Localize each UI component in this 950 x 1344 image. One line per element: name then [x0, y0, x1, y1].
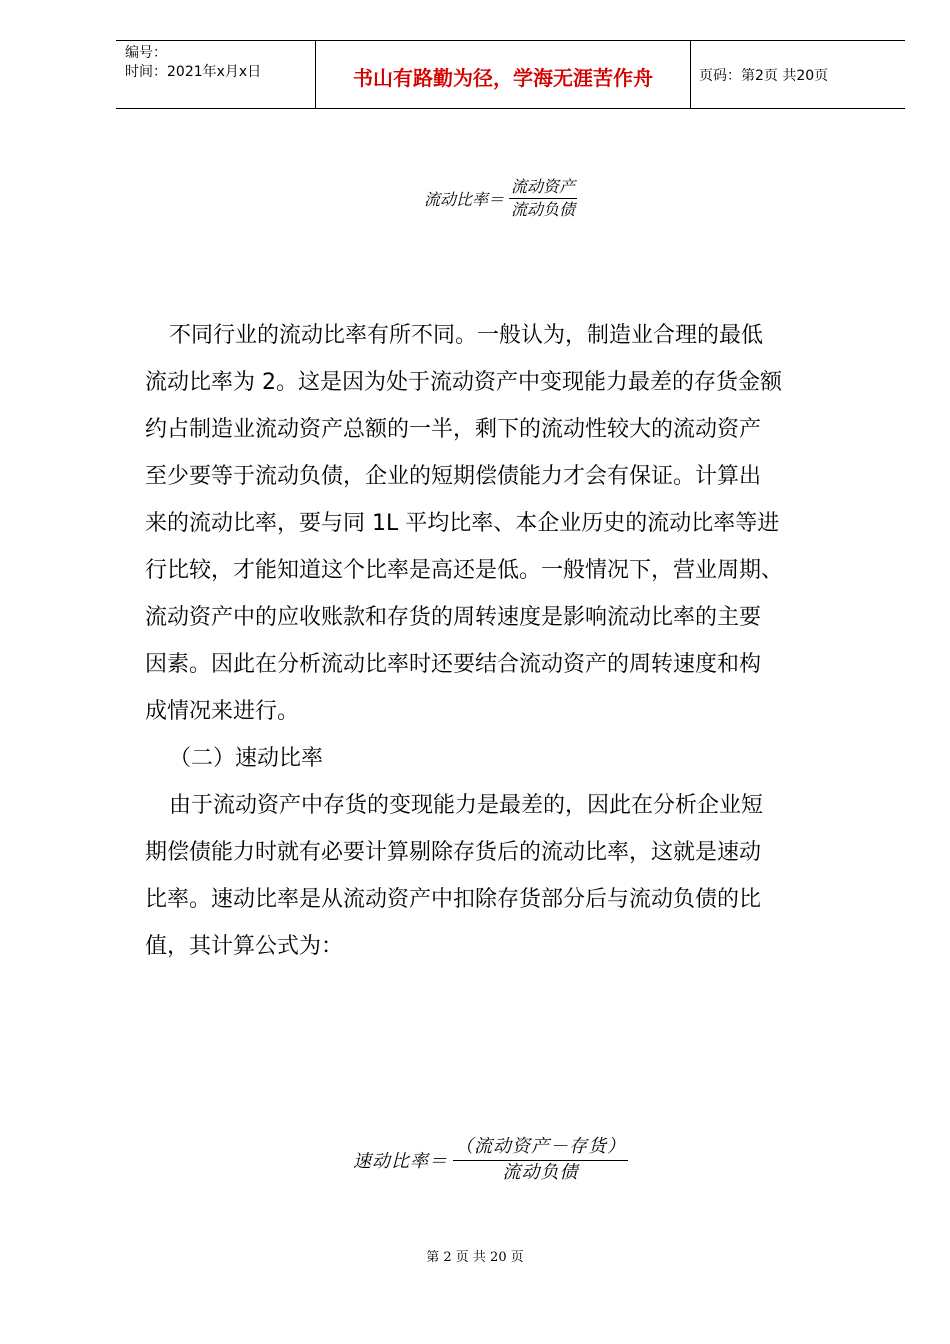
document-body — [145, 312, 885, 970]
header-motto: 书山有路勤为径，学海无涯苦作舟 — [353, 66, 653, 90]
section-heading: （二）速动比率 — [169, 746, 324, 771]
body-line: 由于流动资产中存货的变现能力是最差的，因此在分析企业短 — [169, 793, 764, 818]
current-ratio-formula — [424, 177, 577, 220]
formula-numerator: （流动资产－存货） — [453, 1136, 628, 1161]
body-line: 期偿债能力时就有必要计算剔除存货后的流动比率，这就是速动 — [145, 840, 762, 865]
quick-ratio-formula — [353, 1136, 628, 1184]
document-number-label: 编号： — [125, 45, 167, 61]
body-line: 行比较，才能知道这个比率是高还是低。一般情况下，营业周期、 — [145, 558, 784, 583]
formula-denominator: 流动负债 — [511, 200, 576, 219]
header-meta-cell — [116, 41, 315, 108]
body-line: 比率。速动比率是从流动资产中扣除存货部分后与流动负债的比 — [145, 887, 762, 912]
header-page-code: 页码：第2页 共20页 — [699, 68, 829, 84]
header-page-cell — [691, 41, 905, 108]
body-line: 值，其计算公式为： — [145, 934, 344, 959]
page-header — [116, 40, 905, 109]
formula-denominator: 流动负债 — [502, 1161, 579, 1183]
page-footer: 第 2 页 共 20 页 — [426, 1250, 524, 1265]
formula-numerator: 流动资产 — [509, 177, 577, 199]
formula-fraction — [453, 1136, 628, 1184]
formula-label: 速动比率＝ — [353, 1151, 448, 1172]
formula-label: 流动比率＝ — [424, 190, 505, 209]
header-motto-cell — [315, 41, 691, 108]
body-line: 流动资产中的应收账款和存货的周转速度是影响流动比率的主要 — [145, 605, 762, 630]
body-line: 约占制造业流动资产总额的一半，剩下的流动性较大的流动资产 — [145, 417, 762, 442]
body-line: 成情况来进行。 — [145, 699, 300, 724]
body-line: 不同行业的流动比率有所不同。一般认为，制造业合理的最低 — [169, 323, 764, 348]
formula-fraction — [509, 177, 577, 220]
body-line: 因素。因此在分析流动比率时还要结合流动资产的周转速度和构 — [145, 652, 762, 677]
body-line: 来的流动比率，要与同 1L 平均比率、本企业历史的流动比率等进 — [145, 511, 780, 536]
body-line: 流动比率为 2。这是因为处于流动资产中变现能力最差的存货金额 — [145, 370, 782, 395]
document-time-label: 时间：2021年x月x日 — [125, 64, 262, 80]
body-line: 至少要等于流动负债，企业的短期偿债能力才会有保证。计算出 — [145, 464, 762, 489]
